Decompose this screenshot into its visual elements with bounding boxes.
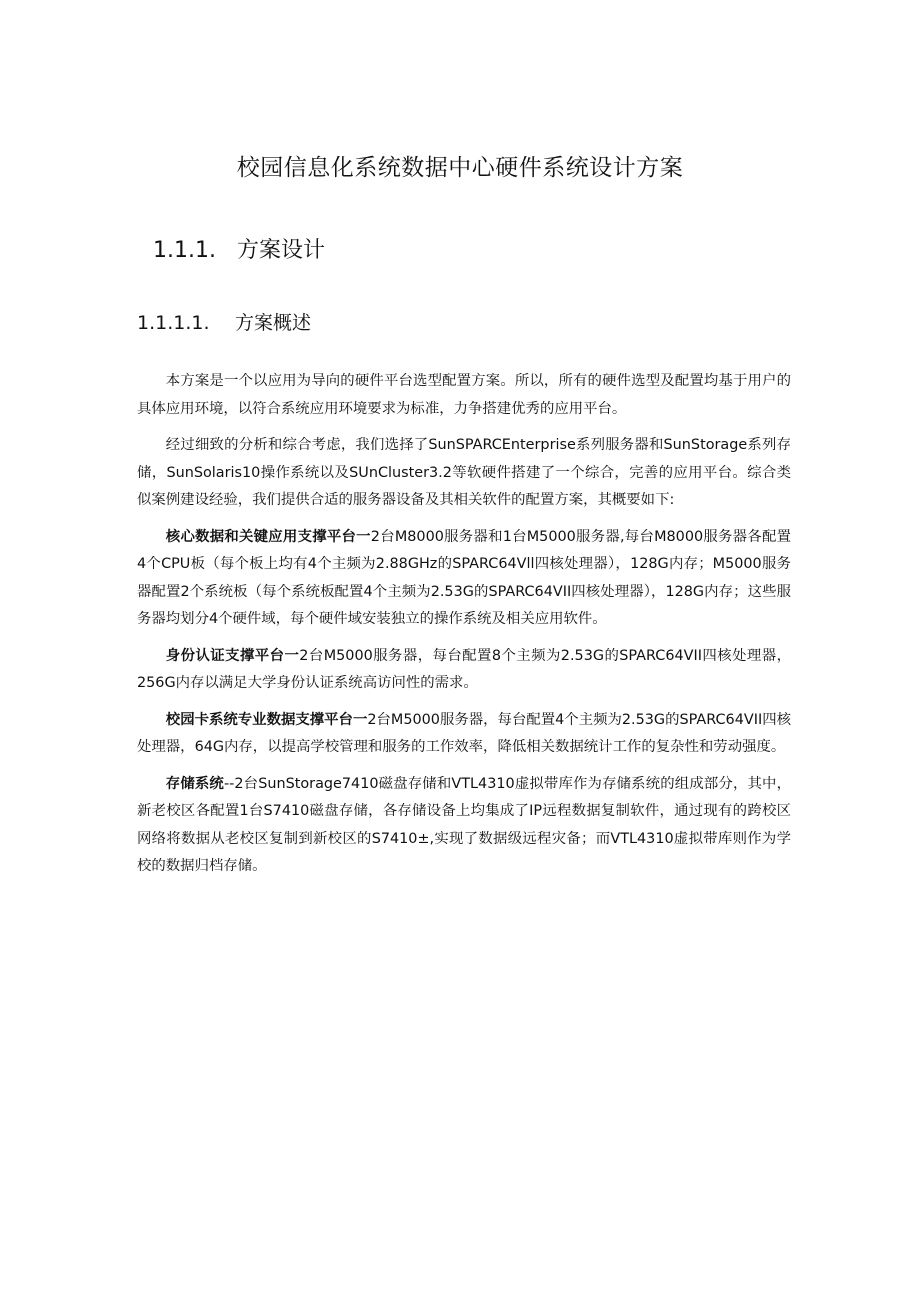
document-body: [137, 368, 791, 890]
paragraph-intro: 本方案是一个以应用为导向的硬件平台选型配置方案。所以，所有的硬件选型及配置均基于用户的具体应用环境，以符合系统应用环境要求为标准，力争搭建优秀的应用平台。: [137, 373, 791, 417]
core-platform-text: 2台M8000服务器和1台M5000服务器,每台M8000服务器各配置4个CPU板（每个板上均有4个主频为2.88GHz的SPARC64Vll四核处理器），128G内存；M5000服务器配置2个系统板（每个系统板配置4个主频为2.53G的SPARC64VII四核处理器），128G内存；这些服务器均划分4个硬件域，每个硬件域安装独立的操作系统及相关应用软件。: [137, 528, 791, 627]
section-title: 方案设计: [237, 238, 326, 263]
core-platform-lead: 核心数据和关键应用支撑平台一: [165, 528, 371, 545]
section-number: 1.1.1.: [153, 238, 216, 263]
storage-system-lead: 存储系统: [165, 775, 224, 792]
card-platform-text: 2台M5000服务器，每台配置4个主频为2.53G的SPARC64VII四核处理器，64G内存，以提高学校管理和服务的工作效率，降低相关数据统计工作的复杂性和劳动强度。: [137, 711, 791, 755]
paragraph-selection: 经过细致的分析和综合考虑，我们选择了SunSPARCEnterprise系列服务器和SunStorage系列存储，SunSolaris10操作系统以及SUnCluster3.2等软硬件搭建了一个综合，完善的应用平台。综合类似案例建设经验，我们提供合适的服务器设备及其相关软件的配置方案，其概要如下:: [137, 437, 791, 508]
subsection-heading: [137, 307, 311, 339]
auth-platform-lead: 身份认证支撑平台一: [165, 647, 300, 664]
document-title: 校园信息化系统数据中心硬件系统设计方案: [236, 155, 684, 181]
paragraph-auth-platform: [137, 643, 791, 698]
paragraph-core-platform: [137, 524, 791, 634]
paragraph-storage-system: [137, 771, 791, 881]
section-heading: [153, 232, 325, 270]
paragraph-card-platform: [137, 707, 791, 762]
subsection-number: 1.1.1.1.: [137, 312, 210, 334]
storage-system-text: --2台SunStorage7410磁盘存储和VTL4310虚拟带库作为存储系统的组成部分，其中，新老校区各配置1台S7410磁盘存储，各存储设备上均集成了IP远程数据复制软件，通过现有的跨校区网络将数据从老校区复制到新校区的S7410±,实现了数据级远程灾备；而VTL4310虚拟带库则作为学校的数据归档存储。: [137, 775, 791, 874]
subsection-title: 方案概述: [235, 312, 312, 334]
auth-platform-text: 2台M5000服务器，每台配置8个主频为2.53G的SPARC64VII四核处理器，256G内存以满足大学身份认证系统高访问性的需求。: [137, 647, 791, 691]
card-platform-lead: 校园卡系统专业数据支撑平台一: [165, 711, 368, 728]
